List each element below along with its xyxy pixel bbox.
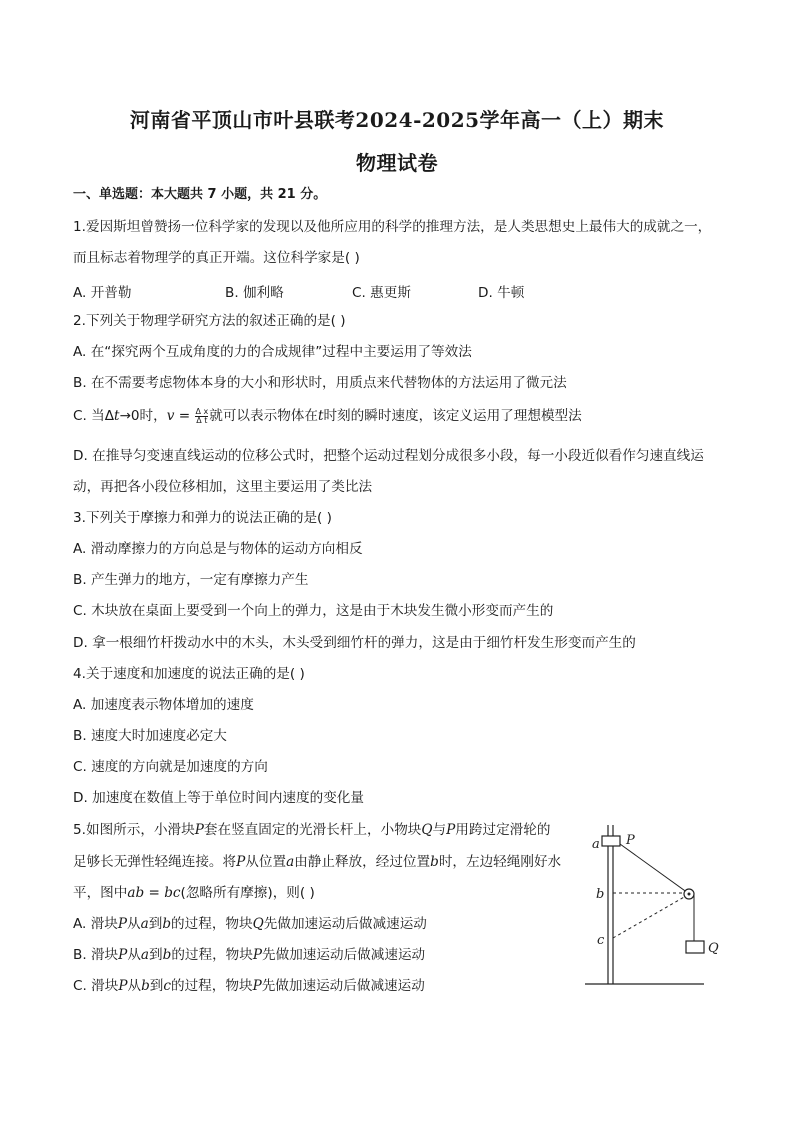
var-p: P [194, 822, 204, 838]
q3-stem: 3.下列关于摩擦力和弹力的说法正确的是( ) [73, 510, 332, 526]
fraction [195, 408, 208, 425]
text-span: B. 滑块 [73, 947, 119, 963]
text-span: C. 滑块 [73, 978, 119, 994]
section-heading: 一、单选题：本大题共 7 小题，共 21 分。 [73, 187, 327, 202]
text-span: 由静止释放，经过位置 [294, 854, 431, 870]
var-q: Q [421, 822, 433, 838]
q2-option-c [73, 407, 582, 425]
var-b: b [430, 854, 439, 870]
slider-p [602, 836, 620, 846]
q1-option-a: A. 开普勒 [73, 285, 132, 301]
var-p: P [117, 916, 128, 932]
q1-stem-line2: 而且标志着物理学的真正开端。这位科学家是( ) [73, 250, 360, 266]
text-span: 从 [127, 978, 142, 994]
q5-option-c [73, 977, 425, 995]
text-span: 足够长无弹性轻绳连接。将 [73, 854, 237, 870]
q3-option-d: D. 拿一根细竹杆拨动水中的木头，木头受到细竹杆的弹力，这是由于细竹杆发生形变而产生的 [73, 635, 636, 651]
var-p: P [252, 978, 262, 994]
q5-stem-line2 [73, 853, 561, 871]
q2-option-d-line2: 动，再把各小段位移相加，这里主要运用了类比法 [73, 479, 373, 495]
label-b: b [596, 887, 605, 902]
text-span: 套在竖直固定的光滑长杆上，小物块 [203, 822, 422, 838]
exam-title: 河南省平顶山市叶县联考2024-2025学年高一（上）期末 [129, 108, 665, 132]
q2-option-d-line1: D. 在推导匀变速直线运动的位移公式时，把整个运动过程划分成很多小段，每一小段近似看作匀速直线运 [73, 448, 704, 464]
q2-option-a: A. 在“探究两个互成角度的力的合成规律”过程中主要运用了等效法 [73, 344, 472, 360]
q5-stem-line3 [73, 884, 315, 902]
q4-option-d: D. 加速度在数值上等于单位时间内速度的变化量 [73, 790, 364, 806]
var-q: Q [252, 916, 264, 932]
q1-stem-line1: 1.爱因斯坦曾赞扬一位科学家的发现以及他所应用的科学的推理方法，是人类思想史上最伟大的成就之一， [73, 219, 712, 235]
var-a: a [286, 854, 295, 870]
text-span: 的过程，物块 [171, 947, 253, 963]
fraction-numerator: Δ x [195, 406, 209, 416]
text-span: 的过程，物块 [171, 978, 253, 994]
q4-option-b: B. 速度大时加速度必定大 [73, 728, 227, 744]
text-span: 就可以表示物体在 [209, 408, 318, 424]
var-v: v [166, 408, 175, 424]
block-q [686, 941, 704, 953]
q5-option-b [73, 946, 425, 964]
var-p: P [236, 854, 246, 870]
text-span: A. 滑块 [73, 916, 118, 932]
text-span: 的过程，物块 [171, 916, 253, 932]
var-t: t [114, 408, 120, 424]
var-a: a [140, 916, 149, 932]
text-span: →0时， [119, 408, 167, 424]
equals-sign: = [174, 408, 195, 424]
q5-option-a [73, 915, 427, 933]
var-t: t [317, 408, 324, 424]
text-span: 从位置 [245, 854, 287, 870]
equation: ab = bc [127, 885, 181, 901]
dashed-slanted [613, 896, 686, 938]
q1-option-d: D. 牛顿 [478, 285, 525, 301]
delta-symbol: Δ [104, 408, 115, 424]
text-span: 时，左边轻绳刚好水 [438, 854, 562, 870]
text-span: 到 [149, 947, 163, 963]
q4-stem: 4.关于速度和加速度的说法正确的是( ) [73, 666, 305, 682]
fraction-denominator: Δ t [196, 415, 208, 425]
q2-stem: 2.下列关于物理学研究方法的叙述正确的是( ) [73, 313, 346, 329]
text-span: 到 [148, 916, 163, 932]
text-span: 时刻的瞬时速度，该定义运用了理想模型法 [323, 408, 582, 424]
label-p: P [626, 833, 635, 848]
var-b: b [162, 916, 172, 932]
text-span: 与 [432, 822, 447, 838]
exam-subtitle: 物理试卷 [356, 151, 438, 175]
q3-option-c: C. 木块放在桌面上要受到一个向上的弹力，这是由于木块发生微小形变而产生的 [73, 603, 554, 619]
q4-option-a: A. 加速度表示物体增加的速度 [73, 697, 254, 713]
var-b: b [141, 978, 150, 994]
q1-option-b: B. 伽利略 [225, 285, 284, 301]
text-span: 先做加速运动后做减速运动 [261, 978, 425, 994]
label-c: c [597, 933, 605, 948]
pulley-axle [688, 893, 691, 896]
label-q: Q [708, 941, 719, 956]
text-span: (忽略所有摩擦)，则( ) [180, 885, 315, 901]
text-span: C. 当 [73, 408, 105, 424]
rope-slanted [620, 844, 688, 893]
var-b: b [162, 947, 172, 963]
text-span: 从 [127, 916, 141, 932]
text-span: 5.如图所示，小滑块 [73, 822, 195, 838]
text-span: 从 [127, 947, 141, 963]
q2-option-b: B. 在不需要考虑物体本身的大小和形状时，用质点来代替物体的方法运用了微元法 [73, 375, 567, 391]
label-a: a [592, 837, 600, 852]
text-span: 先做加速运动后做减速运动 [263, 916, 427, 932]
text-span: 平，图中 [73, 885, 128, 901]
var-p: P [252, 947, 263, 963]
var-c: c [163, 978, 171, 994]
pulley-figure [580, 820, 730, 990]
q3-option-a: A. 滑动摩擦力的方向总是与物体的运动方向相反 [73, 541, 363, 557]
text-span: 用跨过定滑轮的 [455, 822, 551, 838]
var-p: P [446, 822, 456, 838]
text-span: 先做加速运动后做减速运动 [262, 947, 426, 963]
var-p: P [118, 978, 128, 994]
var-a: a [140, 947, 150, 963]
q3-option-b: B. 产生弹力的地方，一定有摩擦力产生 [73, 572, 309, 588]
q4-option-c: C. 速度的方向就是加速度的方向 [73, 759, 268, 775]
var-p: P [118, 947, 128, 963]
q1-option-c: C. 惠更斯 [352, 285, 411, 301]
q5-stem-line1 [73, 821, 550, 839]
text-span: 到 [149, 978, 164, 994]
